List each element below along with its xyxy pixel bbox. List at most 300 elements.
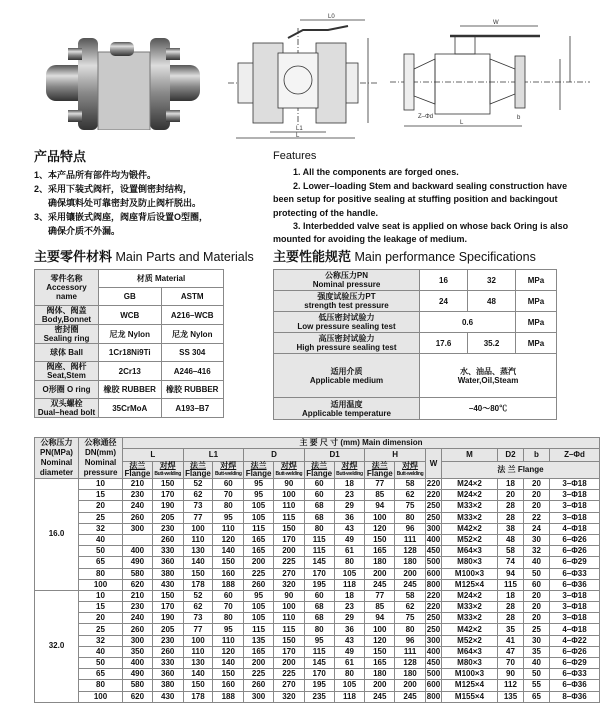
dimension-cell: 250 <box>426 512 441 522</box>
dimension-cell: 430 <box>152 691 183 702</box>
dimension-cell: 490 <box>123 557 153 568</box>
feature-cn-2: 2、采用下装式阀杆，设置倒密封结构， <box>34 184 193 194</box>
dimension-cell: 77 <box>183 512 213 523</box>
dimension-row <box>35 590 600 601</box>
material-gb: 橡胶 RUBBER <box>99 381 162 399</box>
dimension-row <box>35 479 600 490</box>
dimension-cell: 170 <box>152 602 183 613</box>
dimension-cell: 6–Φ36 <box>550 680 600 691</box>
dn-cell: 50 <box>79 546 123 557</box>
dimension-cell: M33×2 <box>442 602 498 613</box>
dimension-cell: 120 <box>365 523 395 534</box>
dimension-cell: 100 <box>365 624 395 635</box>
dimension-cell: M52×2 <box>442 635 498 646</box>
dimension-cell: 6–Φ33 <box>550 568 600 579</box>
dimension-cell: 620 <box>123 691 153 702</box>
dimension-cell: 115 <box>304 646 334 657</box>
dimension-cell: 245 <box>365 579 395 590</box>
outline-drawing <box>390 14 605 132</box>
dimension-cell: 195 <box>304 579 334 590</box>
header-group-d: D <box>244 449 305 462</box>
perf-label: 高压密封试验力 High pressure sealing test <box>274 333 420 354</box>
dimension-cell: M80×3 <box>442 658 498 669</box>
header-b: b <box>524 449 550 462</box>
dimension-cell: 110 <box>183 534 213 545</box>
dimension-cell: 4–Φ18 <box>550 523 600 534</box>
perf-value: 32 <box>468 270 516 291</box>
dimension-cell: 320 <box>273 579 304 590</box>
material-astm: A216–WCB <box>161 306 224 325</box>
perf-value: 0.6 <box>420 312 516 333</box>
dimension-cell: 140 <box>183 669 213 680</box>
dimension-cell: 80 <box>304 523 334 534</box>
header-d2: D2 <box>498 449 524 462</box>
dimension-cell: 20 <box>524 479 550 490</box>
material-astm: A193–B7 <box>161 399 224 418</box>
dn-cell: 20 <box>79 613 123 624</box>
material-part: 阀座、阀杆 Seat,Stem <box>35 362 99 381</box>
materials-title-en: Main Parts and Materials <box>115 250 254 264</box>
material-astm: A246–416 <box>161 362 224 381</box>
dimension-cell: 115 <box>244 624 274 635</box>
dimension-cell: 360 <box>152 669 183 680</box>
perf-label: 适用温度 Applicable temperature <box>274 398 420 420</box>
dimension-row <box>35 568 600 579</box>
header-dn: 公称通径 DN(mm) Nominal pressure <box>79 438 123 479</box>
dimension-cell: 115 <box>244 523 274 534</box>
perf-unit: MPa <box>516 270 557 291</box>
dimension-cell: 150 <box>213 669 244 680</box>
dimension-cell: 400 <box>123 546 153 557</box>
dimension-cell: 620 <box>123 579 153 590</box>
dimension-cell: 145 <box>304 658 334 669</box>
dimension-cell: 165 <box>244 646 274 657</box>
header-butt-welding: 对焊 Butt-welding <box>334 462 365 479</box>
dimension-cell: 22 <box>524 512 550 523</box>
material-part: 密封圈 Sealing ring <box>35 325 99 344</box>
dimension-cell: 145 <box>304 557 334 568</box>
pn-cell: 16.0 <box>35 479 79 591</box>
material-part: O形圈 O ring <box>35 381 99 399</box>
dimension-cell: M100×3 <box>442 568 498 579</box>
header-flange: 法兰 Flange <box>244 462 274 479</box>
feature-en-3: 3. Interbedded valve seat is applied on whose back Oring is also mounted for avoiding the leakage of medium. <box>273 221 569 245</box>
perf-label: 强度试验压力PT strength test pressure <box>274 291 420 312</box>
dimension-cell: 3–Φ18 <box>550 613 600 624</box>
dimension-cell: 140 <box>213 658 244 669</box>
dimension-cell: 105 <box>244 501 274 512</box>
dimension-cell: 250 <box>426 501 441 511</box>
material-part: 阀体、阀盖 Body,Bonnet <box>35 306 99 325</box>
dimension-cell: 20 <box>498 490 524 501</box>
dimension-cell: 23 <box>334 490 365 501</box>
dn-cell: 15 <box>79 602 123 613</box>
material-part: 球体 Ball <box>35 344 99 362</box>
material-astm: 尼龙 Nylon <box>161 325 224 344</box>
dn-cell: 10 <box>79 590 123 601</box>
material-gb: 2Cr13 <box>99 362 162 381</box>
dimension-cell: 245 <box>395 691 426 702</box>
dimension-cell: 270 <box>273 680 304 691</box>
dimension-cell: 220 <box>426 602 441 612</box>
dimension-cell: 75 <box>395 613 426 624</box>
dimension-cell: 70 <box>213 602 244 613</box>
dimension-cell: 60 <box>304 479 334 490</box>
dimension-cell: 110 <box>213 635 244 646</box>
dimension-cell: 110 <box>183 646 213 657</box>
perf-value: 水、油品、蒸汽 Water,Oil,Steam <box>420 354 557 398</box>
label-l1: L1 <box>296 126 303 132</box>
dimension-cell: M80×3 <box>442 557 498 568</box>
header-butt-welding: 对焊 Butt-welding <box>395 462 426 479</box>
dimension-cell: 250 <box>426 624 441 634</box>
dimension-row <box>35 534 600 545</box>
dn-cell: 40 <box>79 534 123 545</box>
header-material: 材质 Material <box>99 270 224 288</box>
dimension-cell: 95 <box>213 624 244 635</box>
dimension-cell: 400 <box>123 658 153 669</box>
dimension-cell: 90 <box>273 590 304 601</box>
dimension-cell: 6–Φ26 <box>550 534 600 545</box>
dimension-cell: 100 <box>273 602 304 613</box>
perf-value: 35.2 <box>468 333 516 354</box>
dimension-cell: 580 <box>123 680 153 691</box>
dimension-row <box>35 658 600 669</box>
dimension-cell: 245 <box>365 691 395 702</box>
dimension-cell: 25 <box>524 624 550 635</box>
dimension-cell: 250 <box>426 613 441 623</box>
dimension-row <box>35 501 600 512</box>
dimension-cell: 230 <box>123 602 153 613</box>
dimension-cell: 178 <box>183 579 213 590</box>
dimension-cell: M24×2 <box>442 590 498 601</box>
dimension-cell: 85 <box>365 602 395 613</box>
dimension-cell: 105 <box>244 512 274 523</box>
dn-cell: 50 <box>79 658 123 669</box>
dimension-cell: 48 <box>498 534 524 545</box>
dn-cell: 10 <box>79 479 123 490</box>
header-main-dimension: 主 要 尺 寸 (mm) Main dimension <box>123 438 600 449</box>
dimension-cell: 80 <box>334 669 365 680</box>
materials-title-cn: 主要零件材料 <box>34 249 113 264</box>
feature-cn-2b: 确保填料处可靠密封及防止阀杆脱出。 <box>48 198 202 208</box>
dimension-cell: 115 <box>304 546 334 557</box>
dn-cell: 40 <box>79 646 123 657</box>
dimension-cell: 350 <box>123 646 153 657</box>
dimension-cell: 62 <box>395 602 426 613</box>
dimension-cell: 430 <box>152 579 183 590</box>
dimension-cell: 60 <box>304 490 334 501</box>
dimension-cell: 195 <box>304 680 334 691</box>
perf-value: 48 <box>468 291 516 312</box>
perf-label: 低压密封试验力 Low pressure sealing test <box>274 312 420 333</box>
dimension-cell: 165 <box>365 546 395 557</box>
dimension-cell: 225 <box>273 557 304 568</box>
dn-cell: 100 <box>79 579 123 590</box>
dimension-cell: 450 <box>426 658 441 668</box>
dimension-cell: 6–Φ29 <box>550 557 600 568</box>
label-w: W <box>493 20 499 26</box>
features-cn <box>34 150 264 238</box>
dimension-cell: 240 <box>123 501 153 512</box>
header-flange: 法兰 Flange <box>365 462 395 479</box>
dimension-cell: 150 <box>365 534 395 545</box>
dimension-cell: 30 <box>524 635 550 646</box>
feature-cn-3b: 确保介质不外漏。 <box>48 226 121 236</box>
dimension-cell: 260 <box>152 646 183 657</box>
dimension-cell: 28 <box>498 512 524 523</box>
header-w: W <box>425 449 441 479</box>
dimension-cell: 68 <box>304 501 334 512</box>
dimension-cell: 800 <box>426 691 441 701</box>
dimension-cell: 65 <box>524 691 550 702</box>
dimension-cell: 220 <box>426 479 441 489</box>
dimension-cell: 165 <box>365 658 395 669</box>
dimension-cell: 110 <box>273 501 304 512</box>
dimension-cell: 58 <box>498 546 524 557</box>
header-flange: 法兰 Flange <box>183 462 213 479</box>
dn-cell: 25 <box>79 512 123 523</box>
dimension-cell: 100 <box>183 523 213 534</box>
dimension-cell: 205 <box>152 512 183 523</box>
dimension-cell: 580 <box>123 568 153 579</box>
header-group-h: H <box>365 449 426 462</box>
dimension-row <box>35 646 600 657</box>
perf-value: 16 <box>420 270 468 291</box>
dimension-cell: 3–Φ18 <box>550 490 600 501</box>
dimension-cell: 105 <box>334 568 365 579</box>
dimension-cell: 100 <box>183 635 213 646</box>
dimension-cell: 95 <box>244 590 274 601</box>
dimension-cell: 94 <box>365 501 395 512</box>
dimension-cell: 110 <box>273 613 304 624</box>
dimension-cell: 58 <box>395 479 426 490</box>
dimension-cell: 3–Φ18 <box>550 602 600 613</box>
dimension-cell: 400 <box>426 646 441 656</box>
dimension-cell: 74 <box>498 557 524 568</box>
dimension-cell: 43 <box>334 635 365 646</box>
dimension-cell: M100×3 <box>442 669 498 680</box>
feature-en-2: 2. Lower–loading Stem and backward sealing construction have been setup for positive sealing at stuffing position and backingout protecting of the handle. <box>273 180 568 218</box>
dimension-cell: 47 <box>498 646 524 657</box>
performance-title <box>273 246 536 265</box>
header-zd: Z–Φd <box>550 449 600 462</box>
dimension-cell: 60 <box>524 579 550 590</box>
dn-cell: 65 <box>79 557 123 568</box>
dimension-cell: 115 <box>273 512 304 523</box>
dimension-cell: 38 <box>498 523 524 534</box>
dimension-cell: 170 <box>273 534 304 545</box>
dimension-cell: 80 <box>334 557 365 568</box>
dimension-cell: 18 <box>334 479 365 490</box>
dimension-cell: 111 <box>395 646 426 657</box>
dimension-cell: 200 <box>365 680 395 691</box>
material-gb: 35CrMoA <box>99 399 162 418</box>
section-drawing <box>228 8 378 140</box>
dimension-cell: 49 <box>334 534 365 545</box>
dimension-cell: 120 <box>213 534 244 545</box>
dimension-row <box>35 613 600 624</box>
dimension-table <box>34 437 600 703</box>
header-astm: ASTM <box>161 288 224 306</box>
dimension-cell: 80 <box>395 512 426 523</box>
dimension-cell: 225 <box>244 568 274 579</box>
label-zd: Z–Φd <box>418 114 434 120</box>
dimension-cell: 80 <box>213 613 244 624</box>
dimension-cell: 61 <box>334 546 365 557</box>
dimension-cell: 29 <box>334 501 365 512</box>
dimension-cell: 160 <box>213 568 244 579</box>
dimension-cell: 360 <box>152 557 183 568</box>
dimension-cell: M24×2 <box>442 490 498 501</box>
material-gb: WCB <box>99 306 162 325</box>
dimension-cell: 165 <box>244 546 274 557</box>
dimension-cell: 35 <box>524 646 550 657</box>
dimension-cell: 110 <box>213 523 244 534</box>
dimension-cell: 18 <box>498 479 524 490</box>
features-en-title: Features <box>273 150 317 162</box>
dimension-cell: 320 <box>273 691 304 702</box>
dimension-cell: 80 <box>395 624 426 635</box>
dimension-cell: 300 <box>123 635 153 646</box>
dimension-row <box>35 557 600 568</box>
label-b: b <box>517 115 521 121</box>
dimension-cell: 200 <box>273 658 304 669</box>
header-flange-merged: 法 兰 Flange <box>442 462 600 479</box>
dimension-cell: 600 <box>426 568 441 578</box>
dimension-cell: 220 <box>426 590 441 600</box>
materials-table <box>34 269 224 418</box>
dimension-row <box>35 624 600 635</box>
dimension-cell: 140 <box>183 557 213 568</box>
dimension-cell: 90 <box>273 479 304 490</box>
dimension-cell: 68 <box>304 512 334 523</box>
perf-label: 适用介质 Applicable medium <box>274 354 420 398</box>
perf-label: 公称压力PN Nominal pressure <box>274 270 420 291</box>
dimension-cell: 200 <box>273 546 304 557</box>
dimension-cell <box>123 534 153 545</box>
materials-title <box>34 246 254 265</box>
material-part: 双头螺栓 Dual–head bolt <box>35 399 99 418</box>
dimension-cell: M64×3 <box>442 646 498 657</box>
dimension-cell: 115 <box>498 579 524 590</box>
dimension-cell: 140 <box>213 546 244 557</box>
dimension-cell: 111 <box>395 534 426 545</box>
dimension-cell: 32 <box>524 546 550 557</box>
dimension-cell: 95 <box>213 512 244 523</box>
header-flange: 法兰 Flange <box>304 462 334 479</box>
dimension-cell: M155×4 <box>442 691 498 702</box>
dimension-cell: 260 <box>152 534 183 545</box>
dimension-cell: 500 <box>426 557 441 567</box>
perf-value: 17.6 <box>420 333 468 354</box>
dimension-cell: 300 <box>123 523 153 534</box>
dimension-cell: 60 <box>213 479 244 490</box>
dimension-cell: 300 <box>244 691 274 702</box>
header-group-d1: D1 <box>304 449 365 462</box>
dimension-cell: M125×4 <box>442 579 498 590</box>
dimension-cell: 600 <box>426 680 441 690</box>
dimension-cell: 188 <box>213 691 244 702</box>
dimension-cell: 20 <box>524 602 550 613</box>
dn-cell: 100 <box>79 691 123 702</box>
dimension-cell: 73 <box>183 501 213 512</box>
dimension-cell: 50 <box>524 669 550 680</box>
dimension-cell: 300 <box>426 523 441 533</box>
dimension-cell: 18 <box>334 590 365 601</box>
dimension-row <box>35 523 600 534</box>
dimension-cell: 60 <box>213 590 244 601</box>
dimension-cell: 128 <box>395 546 426 557</box>
dimension-cell: 75 <box>395 501 426 512</box>
material-astm: 橡胶 RUBBER <box>161 381 224 399</box>
dimension-cell: 225 <box>273 669 304 680</box>
dimension-cell: M64×3 <box>442 546 498 557</box>
dimension-cell: 190 <box>152 501 183 512</box>
dimension-cell: 165 <box>244 534 274 545</box>
dimension-row <box>35 490 600 501</box>
dimension-cell: 40 <box>524 658 550 669</box>
dimension-cell: 95 <box>244 490 274 501</box>
dimension-cell: 3–Φ18 <box>550 501 600 512</box>
dimension-cell: 800 <box>426 579 441 589</box>
dimension-cell: 6–Φ36 <box>550 579 600 590</box>
dimension-cell: 49 <box>334 646 365 657</box>
dimension-cell: 270 <box>273 568 304 579</box>
dimension-cell: 170 <box>273 646 304 657</box>
dimension-cell: 80 <box>213 501 244 512</box>
valve-photo <box>38 20 208 130</box>
dimension-cell: 235 <box>304 691 334 702</box>
dimension-cell: 100 <box>365 512 395 523</box>
dimension-cell: 62 <box>395 490 426 501</box>
perf-value: –40～80℃ <box>420 398 557 420</box>
dimension-cell: 43 <box>334 523 365 534</box>
material-gb: 尼龙 Nylon <box>99 325 162 344</box>
dimension-cell: 6–Φ33 <box>550 669 600 680</box>
dimension-cell: 150 <box>183 680 213 691</box>
dimension-cell: M125×4 <box>442 680 498 691</box>
material-row <box>35 362 224 381</box>
header-accessory: 零件名称 Accessory name <box>35 270 99 306</box>
dimension-cell: 62 <box>183 490 213 501</box>
dimension-cell: 29 <box>334 613 365 624</box>
performance-table <box>273 269 557 420</box>
dimension-cell: 20 <box>524 613 550 624</box>
dimension-cell: 130 <box>183 658 213 669</box>
feature-cn-3: 3、采用镶嵌式阀座，阀座背后设置O型圈， <box>34 212 209 222</box>
dimension-cell: 4–Φ22 <box>550 635 600 646</box>
dimension-cell: 80 <box>304 624 334 635</box>
dimension-cell: 230 <box>152 523 183 534</box>
dimension-cell: 190 <box>152 613 183 624</box>
dimension-cell: 58 <box>395 590 426 601</box>
dimension-cell: 35 <box>498 624 524 635</box>
dimension-cell: 105 <box>244 613 274 624</box>
dimension-cell: 180 <box>395 557 426 568</box>
dn-cell: 20 <box>79 501 123 512</box>
dimension-cell: 330 <box>152 658 183 669</box>
dimension-cell: 180 <box>395 669 426 680</box>
dimension-cell: 380 <box>152 680 183 691</box>
dn-cell: 65 <box>79 669 123 680</box>
dimension-cell: 55 <box>524 680 550 691</box>
dimension-cell: 77 <box>365 590 395 601</box>
dimension-cell: 30 <box>524 534 550 545</box>
dn-cell: 80 <box>79 568 123 579</box>
dn-cell: 80 <box>79 680 123 691</box>
feature-en-1: 1. All the components are forged ones. <box>293 167 459 178</box>
